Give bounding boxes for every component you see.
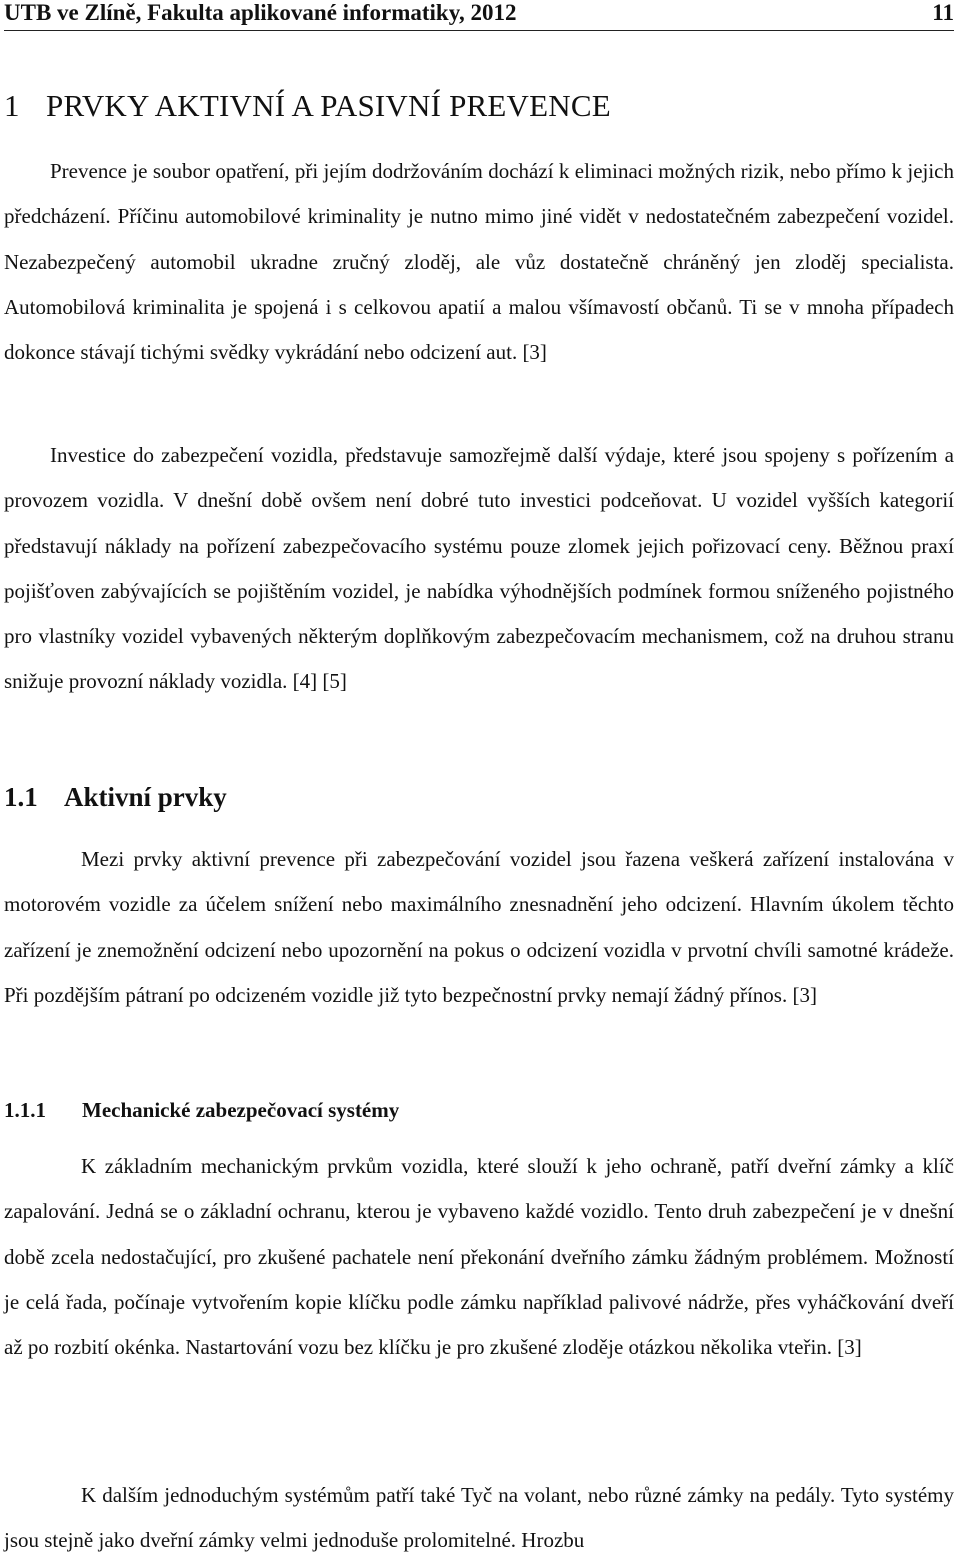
subsection-title: Mechanické zabezpečovací systémy: [82, 1098, 400, 1122]
header-divider: [4, 30, 954, 31]
subsection-number: 1.1.1: [4, 1098, 46, 1122]
section-title: Aktivní prvky: [64, 782, 227, 812]
paragraph-active-elements: Mezi prvky aktivní prevence při zabezpečování vozidel jsou řazena veškerá zařízení instalována v motorovém vozidle za účelem snížení nebo maximálního znesnadnění jeho odcizení. Hlavním úkolem těchto zařízení je znemožnění odcizení nebo upozornění na pokus o odcizení vozidla v prvotní chvíli samotné krádeže. Při pozdějším pátraní po odcizeném vozidle již tyto bezpečnostní prvky nemají žádný přínos. [3]: [4, 847, 954, 1007]
running-header: [4, 0, 954, 30]
section-heading: [4, 777, 227, 817]
subsection-heading: [4, 1095, 399, 1125]
header-page-number: 11: [932, 0, 954, 25]
paragraph-steering-lock: K dalším jednoduchým systémům patří také Tyč na volant, nebo různé zámky na pedály. Tyto systémy jsou stejně jako dveřní zámky velmi jednoduše prolomitelné. Hrozbu: [4, 1483, 954, 1553]
section-number: 1.1: [4, 782, 38, 812]
paragraph-investment: Investice do zabezpečení vozidla, představuje samozřejmě další výdaje, které jsou spojeny s pořízením a provozem vozidla. V dnešní době ovšem není dobré tuto investici podceňovat. U vozidel vyšších kategorií představují náklady na pořízení zabezpečovacího systému pouze zlomek jejich pořizovací ceny. Běžnou praxí pojišťoven zabývajících se pojištěním vozidel, je nabídka výhodnějších podmínek formou sníženého pojistného pro vlastníky vozidel vybavených některým doplňkovým zabezpečovacím mechanismem, což na druhou stranu snižuje provozní náklady vozidla. [4] [5]: [4, 443, 954, 694]
chapter-heading: [4, 88, 611, 124]
chapter-title: PRVKY AKTIVNÍ A PASIVNÍ PREVENCE: [46, 88, 611, 123]
header-title: UTB ve Zlíně, Fakulta aplikované informatiky, 2012: [4, 0, 517, 25]
paragraph-prevention-intro: Prevence je soubor opatření, při jejím dodržováním dochází k eliminaci možných rizik, nebo přímo k jejich předcházení. Příčinu automobilové kriminality je nutno mimo jiné vidět v nedostatečném zabezpečení vozidel. Nezabezpečený automobil ukradne zručný zloděj, ale vůz dostatečně chráněný jen zloděj specialista. Automobilová kriminalita je spojená i s celkovou apatií a malou všímavostí občanů. Ti se v mnoha případech dokonce stávají tichými svědky vykrádání nebo odcizení aut. [3]: [4, 159, 954, 365]
chapter-number: 1: [4, 88, 20, 123]
paragraph-mechanical-basics: K základním mechanickým prvkům vozidla, které slouží k jeho ochraně, patří dveřní zámky a klíč zapalování. Jedná se o základní ochranu, kterou je vybaveno každé vozidlo. Tento druh zabezpečení je v dnešní době zcela nedostačující, pro zkušené pachatele není překonání dveřního zámku žádným problémem. Možností je celá řada, počínaje vytvořením kopie klíčku podle zámku například palivové nádrže, přes vyháčkování dveří až po rozbití okénka. Nastartování vozu bez klíčku je pro zkušené zloděje otázkou několika vteřin. [3]: [4, 1154, 954, 1360]
